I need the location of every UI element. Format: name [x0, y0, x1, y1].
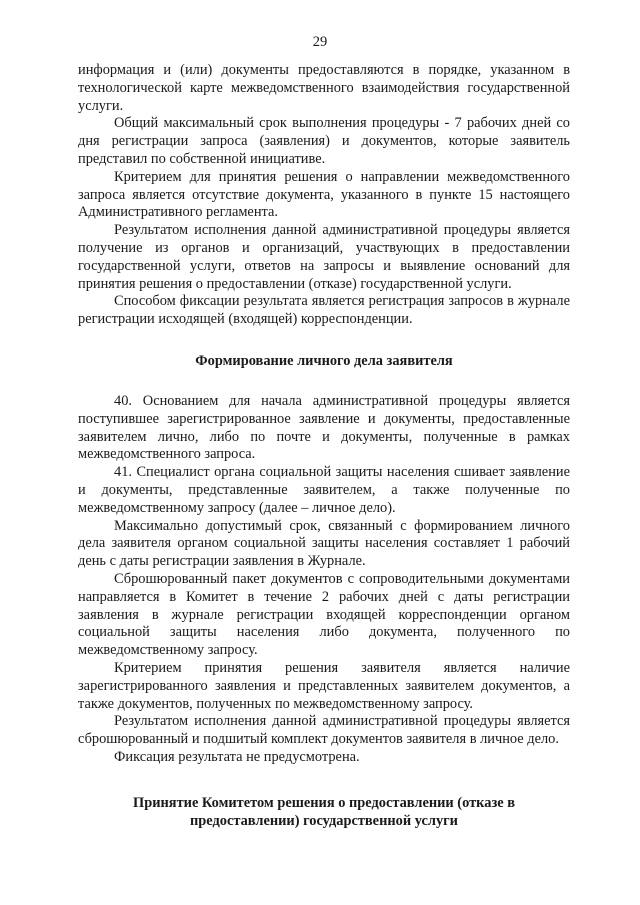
page-number: 29 — [312, 34, 328, 50]
paragraph-max-time: Максимально допустимый срок, связанный с формированием личного дела заявителя органом социальной защиты населения составляет 1 рабочий день с даты регистрации заявления в Журнале. — [78, 517, 570, 570]
paragraph-decision-criterion: Критерием для принятия решения о направлении межведомственного запроса является отсутствие документа, указанного в пункте 15 настоящего Административного регламента. — [78, 168, 570, 221]
section-heading-committee-decision — [78, 794, 570, 830]
paragraph-max-duration: Общий максимальный срок выполнения процедуры - 7 рабочих дней со дня регистрации запроса (заявления) и документов, которые заявитель представил по собственной инициативе. — [78, 115, 570, 167]
paragraph-item-40: 40. Основанием для начала административной процедуры является поступившее зарегистрированное заявление и документы, предоставленные заявителем лично, либо по почте и документы, полученные в рамках межведомственного запроса. — [78, 392, 570, 463]
paragraph-package-sent: Сброшюрованный пакет документов с сопроводительными документами направляется в Комитет в течение 2 рабочих дней с даты регистрации заявления в журнале регистрации входящей корреспонденции органом социальной защиты населения либо документа, полученного по межведомственному запросу. — [78, 570, 570, 659]
paragraph-result-recording: Способом фиксации результата является регистрация запросов в журнале регистрации исходящей (входящей) корреспонденции. — [78, 293, 570, 328]
paragraph-item-41: 41. Специалист органа социальной защиты населения сшивает заявление и документы, представленные заявителем, а также полученные по межведомственному запросу (далее – личное дело). — [78, 464, 570, 516]
section-heading-personal-file: Формирование личного дела заявителя — [195, 352, 453, 369]
paragraph-result: Результатом исполнения данной административной процедуры является сброшюрованный и подшитый комплект документов заявителя в личное дело. — [78, 713, 570, 748]
paragraph-procedure-result: Результатом исполнения данной административной процедуры является получение из органов и организаций, участвующих в предоставлении государственной услуги, ответов на запросы и выявление оснований для принятия решения о предоставлении (отказе) государственной услуги. — [78, 222, 570, 292]
paragraph-no-recording: Фиксация результата не предусмотрена. — [114, 748, 360, 765]
paragraph-criterion: Критерием принятия решения заявителя является наличие зарегистрированного заявления и представленных заявителем документов, а также документов, полученных по межведомственному запросу. — [78, 659, 570, 712]
document-body — [78, 62, 570, 830]
section-heading-line-1: Принятие Комитетом решения о предоставлении (отказе в — [133, 794, 515, 811]
paragraph-continuation: информация и (или) документы предоставляются в порядке, указанном в технологической карте межведомственного взаимодействия государственной услуги. — [78, 62, 570, 114]
section-heading-line-2: предоставлении) государственной услуги — [190, 812, 458, 829]
